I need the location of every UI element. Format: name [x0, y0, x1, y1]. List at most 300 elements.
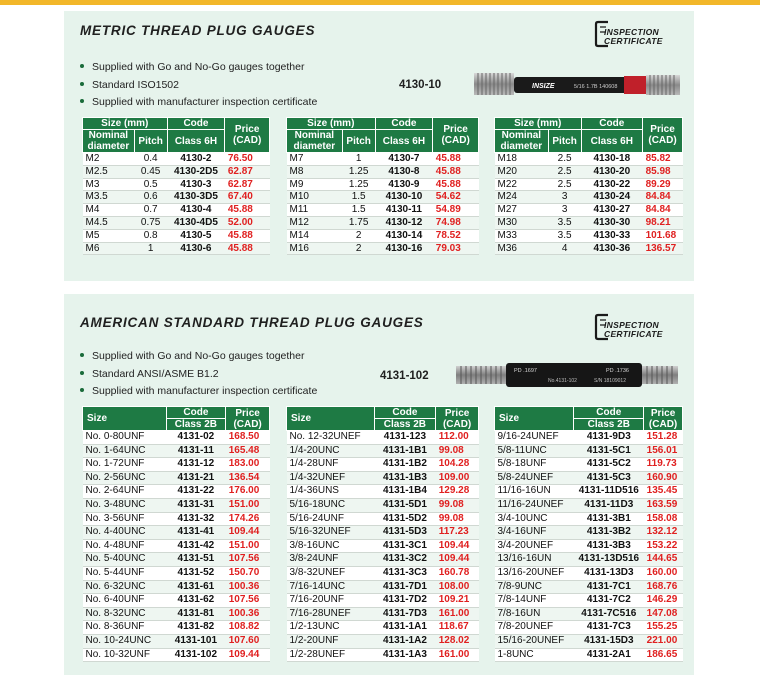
american-table-1: Size Code Price (CAD) Class 2B No. 0-80UNF 4131-02 168.50 No. 1-64UNC 4131-11 165.48 No. 1-72UNF 4131-12 183.00 No. 2-56UNC 4131-21 136.54 No. 2-64UNF 4131-22 176.00 No. 3-48UNC 4131-31 151.00 No. 3-56UNF 4131-32 174.26 No. 4-40UNC 4131-41 109.44 No. 4-48UNF 4131-42 151.00 No. 5-40UNC 4131-51 107.56 No. 5-44UNF 4131-52 150.70 No. 6-32UNC 4131-61 100.36 No. 6-40UNF 4131-62 107.56 No. 8-32UNC 4131-81 100.36 No. 8-36UNF 4131-82 108.82 No. 10-24UNC 4131-101 107.60 No. 10-32UNF 4131-102 109.44 — [82, 406, 270, 662]
size-cell: 7/8-16UN — [495, 607, 574, 621]
price-cell: 119.73 — [644, 458, 683, 472]
svg-text:No.4131-102: No.4131-102 — [548, 378, 577, 384]
svg-text:S/N 18109012: S/N 18109012 — [594, 378, 626, 384]
pitch-cell: 0.75 — [134, 216, 167, 229]
table-row — [83, 498, 270, 512]
nominal-diameter-cell: M4.5 — [83, 216, 135, 229]
size-cell: 5/16-32UNEF — [287, 526, 375, 540]
pitch-cell: 3.5 — [548, 229, 581, 242]
price-cell: 151.00 — [226, 498, 270, 512]
code-cell: 4131-1A3 — [374, 648, 436, 662]
size-cell: 7/16-28UNEF — [287, 607, 375, 621]
table-row — [495, 242, 683, 255]
table-row — [83, 566, 270, 580]
pitch-cell: 3.5 — [548, 216, 581, 229]
pitch-cell: 1.75 — [342, 216, 375, 229]
size-cell: No. 3-48UNC — [83, 498, 167, 512]
table-row — [495, 580, 683, 594]
size-cell: 1/4-36UNS — [287, 485, 375, 499]
svg-text:PD .1697: PD .1697 — [514, 368, 537, 374]
american-table-2: Size Code Price (CAD) Class 2B No. 12-32UNEF 4131-123 112.00 1/4-20UNC 4131-1B1 99.08 1/4-28UNF 4131-1B2 104.28 1/4-32UNEF 4131-1B3 109.00 1/4-36UNS 4131-1B4 129.28 5/16-18UNC 4131-5D1 99.08 5/16-24UNF 4131-5D2 99.08 5/16-32UNEF 4131-5D3 117.23 3/8-16UNC 4131-3C1 109.44 3/8-24UNF 4131-3C2 109.44 3/8-32UNEF 4131-3C3 160.78 7/16-14UNC 4131-7D1 108.00 7/16-20UNF 4131-7D2 109.21 7/16-28UNEF 4131-7D3 161.00 1/2-13UNC 4131-1A1 118.67 1/2-20UNF 4131-1A2 128.02 1/2-28UNEF 4131-1A3 161.00 — [286, 406, 479, 662]
code-cell: 4131-12 — [166, 458, 226, 472]
table-row — [83, 648, 270, 662]
table-row — [495, 153, 683, 166]
code-cell: 4131-7C3 — [574, 621, 644, 635]
metric-table-1: Size (mm) Code Price (CAD) Nominal diameter Pitch Class 6H M2 0.4 4130-2 76.50 M2.5 0.45 4130-2D5 62.87 M3 0.5 4130-3 62.87 M3.5 0.6 4130-3D5 67.40 M4 0.7 4130-4 45.88 M4.5 0.75 4130-4D5 52.00 M5 0.8 4130-5 45.88 M6 1 4130-6 45.88 — [82, 117, 270, 255]
code-cell: 4131-13D3 — [574, 566, 644, 580]
price-cell: 165.48 — [226, 444, 270, 458]
table-row — [495, 526, 683, 540]
pitch-cell: 2.5 — [548, 165, 581, 178]
price-cell: 85.98 — [643, 165, 683, 178]
table-row — [495, 165, 683, 178]
table-row — [287, 580, 479, 594]
american-table-3: Size Code Price (CAD) Class 2B 9/16-24UNEF 4131-9D3 151.28 5/8-11UNC 4131-5C1 156.01 5/8-18UNF 4131-5C2 119.73 5/8-24UNEF 4131-5C3 160.90 11/16-16UN 4131-11D516 135.45 11/16-24UNEF 4131-11D3 163.59 3/4-10UNC 4131-3B1 158.08 3/4-16UNF 4131-3B2 132.12 3/4-20UNEF 4131-3B3 153.22 13/16-16UN 4131-13D516 144.65 13/16-20UNEF 4131-13D3 160.00 7/8-9UNC 4131-7C1 168.76 7/8-14UNF 4131-7C2 146.29 7/8-16UN 4131-7C516 147.08 7/8-20UNEF 4131-7C3 155.25 15/16-20UNEF 4131-15D3 221.00 1-8UNC 4131-2A1 186.65 — [494, 406, 683, 662]
code-cell: 4131-1B4 — [374, 485, 436, 499]
code-cell: 4131-1A1 — [374, 621, 436, 635]
size-cell: 1/4-20UNC — [287, 444, 375, 458]
american-section — [64, 294, 694, 675]
american-thread-plug-gauge-image — [456, 358, 678, 392]
price-cell: 163.59 — [644, 498, 683, 512]
size-cell: No. 6-40UNF — [83, 594, 167, 608]
table-row — [287, 229, 479, 242]
price-cell: 160.90 — [644, 471, 683, 485]
code-cell: 4131-11D3 — [574, 498, 644, 512]
pitch-cell: 1.5 — [342, 204, 375, 217]
price-cell: 74.98 — [433, 216, 479, 229]
price-cell: 79.03 — [433, 242, 479, 255]
code-cell: 4130-7 — [375, 153, 433, 166]
american-title: AMERICAN STANDARD THREAD PLUG GAUGES — [80, 315, 424, 330]
price-cell: 54.89 — [433, 204, 479, 217]
price-cell: 136.57 — [643, 242, 683, 255]
price-cell: 107.60 — [226, 634, 270, 648]
price-cell: 155.25 — [644, 621, 683, 635]
price-cell: 45.88 — [225, 204, 270, 217]
pitch-cell: 1.5 — [342, 191, 375, 204]
code-cell: 4131-32 — [166, 512, 226, 526]
pitch-cell: 0.4 — [134, 153, 167, 166]
table-row — [287, 634, 479, 648]
nominal-diameter-cell: M16 — [287, 242, 343, 255]
code-cell: 4131-15D3 — [574, 634, 644, 648]
svg-text:5/16 1.7B 140608: 5/16 1.7B 140608 — [574, 84, 618, 90]
price-cell: 84.84 — [643, 204, 683, 217]
code-cell: 4130-20 — [581, 165, 643, 178]
table-row — [83, 553, 270, 567]
code-cell: 4131-102 — [166, 648, 226, 662]
price-cell: 109.21 — [436, 594, 479, 608]
code-cell: 4131-123 — [374, 431, 436, 445]
metric-title: METRIC THREAD PLUG GAUGES — [80, 23, 316, 38]
size-cell: 15/16-20UNEF — [495, 634, 574, 648]
code-cell: 4131-7C1 — [574, 580, 644, 594]
price-cell: 45.88 — [225, 229, 270, 242]
size-cell: 3/4-10UNC — [495, 512, 574, 526]
size-cell: 1/2-20UNF — [287, 634, 375, 648]
size-cell: 7/8-20UNEF — [495, 621, 574, 635]
size-cell: 7/16-20UNF — [287, 594, 375, 608]
price-cell: 107.56 — [226, 594, 270, 608]
table-row — [287, 566, 479, 580]
table-row — [287, 204, 479, 217]
code-cell: 4131-1B3 — [374, 471, 436, 485]
price-cell: 186.65 — [644, 648, 683, 662]
code-cell: 4130-36 — [581, 242, 643, 255]
table-row — [83, 594, 270, 608]
table-row — [287, 216, 479, 229]
table-row — [83, 229, 270, 242]
code-cell: 4131-3C2 — [374, 553, 436, 567]
price-cell: 109.44 — [226, 648, 270, 662]
code-cell: 4130-9 — [375, 178, 433, 191]
code-cell: 4131-11 — [166, 444, 226, 458]
table-row — [83, 458, 270, 472]
price-cell: 54.62 — [433, 191, 479, 204]
nominal-diameter-cell: M8 — [287, 165, 343, 178]
code-cell: 4131-81 — [166, 607, 226, 621]
nominal-diameter-cell: M2.5 — [83, 165, 135, 178]
code-cell: 4131-3B2 — [574, 526, 644, 540]
price-cell: 160.78 — [436, 566, 479, 580]
code-cell: 4130-3D5 — [167, 191, 225, 204]
code-cell: 4131-1B2 — [374, 458, 436, 472]
table-row — [287, 178, 479, 191]
price-cell: 67.40 — [225, 191, 270, 204]
nominal-diameter-cell: M18 — [495, 153, 549, 166]
price-cell: 136.54 — [226, 471, 270, 485]
price-cell: 45.88 — [433, 165, 479, 178]
size-cell: 1/2-13UNC — [287, 621, 375, 635]
nominal-diameter-cell: M4 — [83, 204, 135, 217]
table-row — [287, 607, 479, 621]
size-cell: 5/8-18UNF — [495, 458, 574, 472]
price-cell: 84.84 — [643, 191, 683, 204]
table-row — [287, 165, 479, 178]
price-cell: 176.00 — [226, 485, 270, 499]
table-row — [287, 431, 479, 445]
table-row — [83, 512, 270, 526]
table-row — [287, 458, 479, 472]
code-cell: 4131-42 — [166, 539, 226, 553]
price-cell: 45.88 — [433, 153, 479, 166]
code-cell: 4131-5C1 — [574, 444, 644, 458]
table-row — [287, 594, 479, 608]
pitch-cell: 3 — [548, 191, 581, 204]
code-cell: 4130-18 — [581, 153, 643, 166]
code-cell: 4130-4 — [167, 204, 225, 217]
metric-model-number: 4130-10 — [399, 79, 442, 91]
code-cell: 4131-21 — [166, 471, 226, 485]
pitch-cell: 1 — [342, 153, 375, 166]
price-cell: 98.21 — [643, 216, 683, 229]
table-row — [83, 242, 270, 255]
nominal-diameter-cell: M11 — [287, 204, 343, 217]
table-row — [287, 621, 479, 635]
code-cell: 4130-22 — [581, 178, 643, 191]
pitch-cell: 0.45 — [134, 165, 167, 178]
code-cell: 4131-9D3 — [574, 431, 644, 445]
price-cell: 151.28 — [644, 431, 683, 445]
table-row — [83, 191, 270, 204]
pitch-cell: 2 — [342, 229, 375, 242]
size-cell: 3/8-24UNF — [287, 553, 375, 567]
price-cell: 174.26 — [226, 512, 270, 526]
table-row — [495, 566, 683, 580]
price-cell: 146.29 — [644, 594, 683, 608]
size-cell: No. 8-36UNF — [83, 621, 167, 635]
price-cell: 221.00 — [644, 634, 683, 648]
size-cell: 1-8UNC — [495, 648, 574, 662]
price-cell: 109.44 — [436, 539, 479, 553]
size-cell: 5/8-24UNEF — [495, 471, 574, 485]
size-cell: No. 8-32UNC — [83, 607, 167, 621]
code-cell: 4130-3 — [167, 178, 225, 191]
nominal-diameter-cell: M14 — [287, 229, 343, 242]
code-cell: 4130-16 — [375, 242, 433, 255]
size-cell: 9/16-24UNEF — [495, 431, 574, 445]
table-row — [495, 485, 683, 499]
table-row — [495, 444, 683, 458]
table-row — [83, 634, 270, 648]
code-cell: 4131-3C3 — [374, 566, 436, 580]
price-cell: 117.23 — [436, 526, 479, 540]
pitch-cell: 0.8 — [134, 229, 167, 242]
price-cell: 161.00 — [436, 607, 479, 621]
price-cell: 109.00 — [436, 471, 479, 485]
price-cell: 168.50 — [226, 431, 270, 445]
price-cell: 161.00 — [436, 648, 479, 662]
code-cell: 4131-5D2 — [374, 512, 436, 526]
pitch-cell: 4 — [548, 242, 581, 255]
table-row — [495, 458, 683, 472]
nominal-diameter-cell: M9 — [287, 178, 343, 191]
nominal-diameter-cell: M22 — [495, 178, 549, 191]
price-cell: 151.00 — [226, 539, 270, 553]
code-cell: 4131-51 — [166, 553, 226, 567]
price-cell: 183.00 — [226, 458, 270, 472]
nominal-diameter-cell: M5 — [83, 229, 135, 242]
inspection-certificate-logo: INSPECTION CERTIFICATE — [594, 312, 680, 342]
table-row — [495, 216, 683, 229]
table-row — [83, 485, 270, 499]
table-row — [495, 634, 683, 648]
table-row — [83, 607, 270, 621]
price-cell: 108.82 — [226, 621, 270, 635]
table-row — [287, 444, 479, 458]
american-feature-list — [80, 348, 317, 401]
code-cell: 4131-41 — [166, 526, 226, 540]
list-item: Supplied with Go and No-Go gauges together — [80, 59, 317, 77]
price-cell: 89.29 — [643, 178, 683, 191]
nominal-diameter-cell: M12 — [287, 216, 343, 229]
table-row — [495, 553, 683, 567]
code-cell: 4131-5C3 — [574, 471, 644, 485]
code-cell: 4131-61 — [166, 580, 226, 594]
table-row — [495, 229, 683, 242]
price-cell: 62.87 — [225, 165, 270, 178]
table-row — [287, 242, 479, 255]
size-cell: 7/8-9UNC — [495, 580, 574, 594]
code-cell: 4131-11D516 — [574, 485, 644, 499]
price-cell: 99.08 — [436, 512, 479, 526]
code-cell: 4131-5C2 — [574, 458, 644, 472]
svg-text:INSIZE: INSIZE — [532, 83, 555, 90]
code-cell: 4131-7D1 — [374, 580, 436, 594]
size-cell: 1/4-32UNEF — [287, 471, 375, 485]
price-cell: 160.00 — [644, 566, 683, 580]
code-cell: 4130-30 — [581, 216, 643, 229]
price-cell: 76.50 — [225, 153, 270, 166]
code-cell: 4130-4D5 — [167, 216, 225, 229]
table-row — [495, 471, 683, 485]
metric-feature-list — [80, 59, 317, 112]
nominal-diameter-cell: M33 — [495, 229, 549, 242]
list-item: Standard ANSI/ASME B1.2 — [80, 366, 317, 384]
price-cell: 108.00 — [436, 580, 479, 594]
table-row — [495, 594, 683, 608]
size-cell: No. 2-64UNF — [83, 485, 167, 499]
code-cell: 4130-12 — [375, 216, 433, 229]
price-cell: 45.88 — [433, 178, 479, 191]
price-cell: 129.28 — [436, 485, 479, 499]
size-cell: No. 0-80UNF — [83, 431, 167, 445]
price-cell: 100.36 — [226, 580, 270, 594]
list-item: Supplied with Go and No-Go gauges together — [80, 348, 317, 366]
code-cell: 4131-101 — [166, 634, 226, 648]
size-cell: 5/8-11UNC — [495, 444, 574, 458]
code-cell: 4131-7D3 — [374, 607, 436, 621]
table-row — [83, 431, 270, 445]
pitch-cell: 1.25 — [342, 165, 375, 178]
code-cell: 4131-02 — [166, 431, 226, 445]
nominal-diameter-cell: M24 — [495, 191, 549, 204]
pitch-cell: 2.5 — [548, 178, 581, 191]
code-cell: 4130-5 — [167, 229, 225, 242]
price-cell: 147.08 — [644, 607, 683, 621]
size-cell: 3/4-20UNEF — [495, 539, 574, 553]
table-row — [83, 216, 270, 229]
code-cell: 4131-52 — [166, 566, 226, 580]
price-cell: 100.36 — [226, 607, 270, 621]
code-cell: 4131-7C516 — [574, 607, 644, 621]
inspection-certificate-logo: INSPECTION CERTIFICATE — [594, 19, 680, 49]
size-cell: 3/4-16UNF — [495, 526, 574, 540]
table-row — [83, 178, 270, 191]
code-cell: 4131-31 — [166, 498, 226, 512]
pitch-cell: 1.25 — [342, 178, 375, 191]
price-cell: 156.01 — [644, 444, 683, 458]
table-row — [287, 191, 479, 204]
size-cell: 13/16-16UN — [495, 553, 574, 567]
nominal-diameter-cell: M2 — [83, 153, 135, 166]
table-row — [495, 621, 683, 635]
size-cell: No. 12-32UNEF — [287, 431, 375, 445]
price-cell: 150.70 — [226, 566, 270, 580]
table-row — [287, 485, 479, 499]
table-row — [83, 153, 270, 166]
size-cell: 7/16-14UNC — [287, 580, 375, 594]
size-cell: No. 1-64UNC — [83, 444, 167, 458]
size-cell: 5/16-18UNC — [287, 498, 375, 512]
svg-text:PD .1736: PD .1736 — [606, 368, 629, 374]
price-cell: 101.68 — [643, 229, 683, 242]
code-cell: 4131-7C2 — [574, 594, 644, 608]
list-item: Supplied with manufacturer inspection certificate — [80, 383, 317, 401]
size-cell: 13/16-20UNEF — [495, 566, 574, 580]
pitch-cell: 1 — [134, 242, 167, 255]
code-cell: 4131-1B1 — [374, 444, 436, 458]
pitch-cell: 2 — [342, 242, 375, 255]
price-cell: 128.02 — [436, 634, 479, 648]
nominal-diameter-cell: M27 — [495, 204, 549, 217]
table-row — [83, 621, 270, 635]
size-cell: No. 5-40UNC — [83, 553, 167, 567]
price-cell: 153.22 — [644, 539, 683, 553]
table-row — [495, 431, 683, 445]
price-cell: 107.56 — [226, 553, 270, 567]
size-cell: 1/2-28UNEF — [287, 648, 375, 662]
size-cell: No. 4-48UNF — [83, 539, 167, 553]
price-cell: 118.67 — [436, 621, 479, 635]
price-cell: 85.82 — [643, 153, 683, 166]
size-cell: No. 5-44UNF — [83, 566, 167, 580]
table-row — [83, 526, 270, 540]
table-row — [287, 648, 479, 662]
size-cell: No. 10-32UNF — [83, 648, 167, 662]
table-row — [495, 191, 683, 204]
table-row — [495, 607, 683, 621]
table-row — [287, 553, 479, 567]
size-cell: No. 6-32UNC — [83, 580, 167, 594]
table-row — [495, 204, 683, 217]
price-cell: 78.52 — [433, 229, 479, 242]
metric-table-3: Size (mm) Code Price (CAD) Nominal diameter Pitch Class 6H M18 2.5 4130-18 85.82 M20 2.5 4130-20 85.98 M22 2.5 4130-22 89.29 M24 3 4130-24 84.84 M27 3 4130-27 84.84 M30 3.5 4130-30 98.21 M33 3.5 4130-33 101.68 M36 4 4130-36 136.57 — [494, 117, 683, 255]
code-cell: 4130-8 — [375, 165, 433, 178]
size-cell: No. 10-24UNC — [83, 634, 167, 648]
code-cell: 4131-3C1 — [374, 539, 436, 553]
size-cell: 3/8-32UNEF — [287, 566, 375, 580]
table-row — [83, 444, 270, 458]
list-item: Supplied with manufacturer inspection certificate — [80, 94, 317, 112]
code-cell: 4131-7D2 — [374, 594, 436, 608]
code-cell: 4130-27 — [581, 204, 643, 217]
price-cell: 104.28 — [436, 458, 479, 472]
price-cell: 45.88 — [225, 242, 270, 255]
nominal-diameter-cell: M36 — [495, 242, 549, 255]
pitch-cell: 0.7 — [134, 204, 167, 217]
pitch-cell: 2.5 — [548, 153, 581, 166]
table-row — [495, 539, 683, 553]
size-cell: No. 2-56UNC — [83, 471, 167, 485]
code-cell: 4130-2D5 — [167, 165, 225, 178]
table-row — [287, 471, 479, 485]
nominal-diameter-cell: M20 — [495, 165, 549, 178]
price-cell: 99.08 — [436, 444, 479, 458]
nominal-diameter-cell: M3 — [83, 178, 135, 191]
size-cell: 11/16-16UN — [495, 485, 574, 499]
code-cell: 4131-13D516 — [574, 553, 644, 567]
pitch-cell: 3 — [548, 204, 581, 217]
table-row — [287, 526, 479, 540]
price-cell: 144.65 — [644, 553, 683, 567]
american-model-number: 4131-102 — [380, 370, 429, 382]
table-row — [495, 648, 683, 662]
pitch-cell: 0.5 — [134, 178, 167, 191]
table-row — [83, 204, 270, 217]
size-cell: 1/4-28UNF — [287, 458, 375, 472]
